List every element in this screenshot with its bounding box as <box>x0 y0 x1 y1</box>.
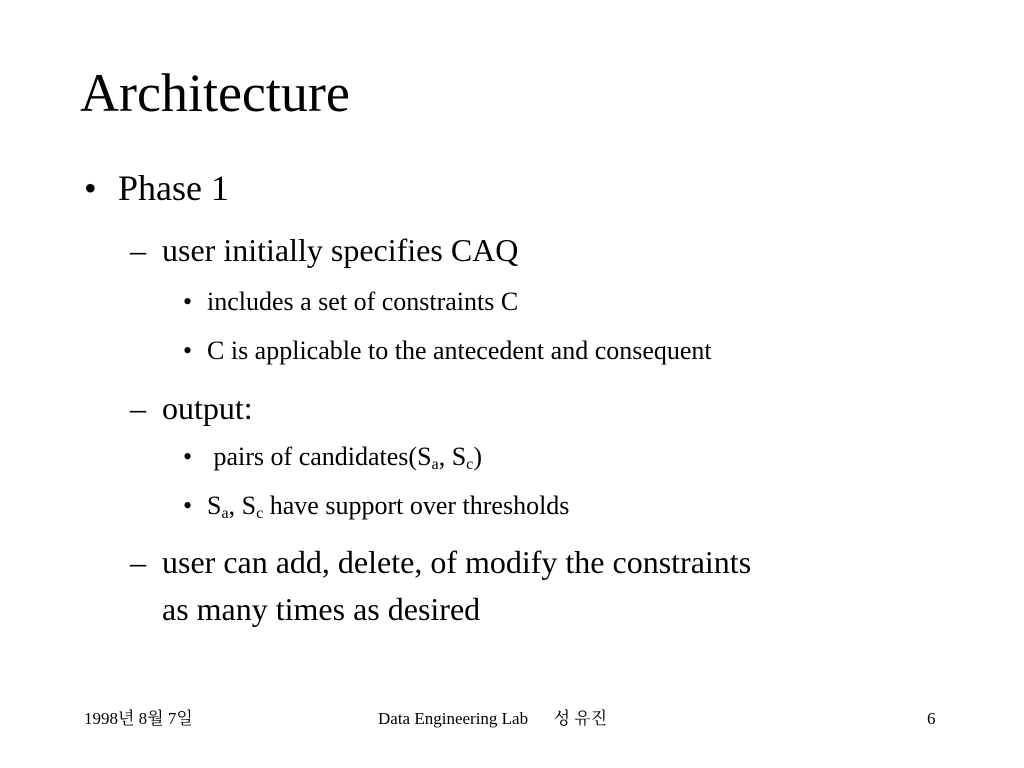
sub-sub-bullet-text: C is applicable to the antecedent and consequent <box>207 336 712 365</box>
sub-bullet-text-line1: user can add, delete, of modify the constraints <box>162 544 752 580</box>
slide-title: Architecture <box>80 63 350 123</box>
bullet-marker: • <box>183 336 193 365</box>
subscript-c: c <box>256 505 264 523</box>
text-part: pairs of candidates(S <box>207 442 432 471</box>
dash-marker: – <box>130 544 146 580</box>
footer-date: 1998년 8월 7일 <box>84 709 193 728</box>
bullet-marker: • <box>183 491 193 520</box>
sub-bullet-text-line2: as many times as desired <box>162 591 481 627</box>
text-part: S <box>207 491 222 520</box>
text-part: ) <box>473 442 482 471</box>
dash-marker: – <box>130 390 146 426</box>
footer-center: Data Engineering Lab 성 유진 <box>378 709 608 728</box>
text-part: , S <box>438 442 467 471</box>
bullet-marker: • <box>183 442 193 471</box>
subscript-a: a <box>431 456 439 474</box>
bullet-text: Phase 1 <box>118 168 229 208</box>
sub-bullet-text: output: <box>162 390 253 426</box>
sub-sub-bullet-text: includes a set of constraints C <box>207 287 519 316</box>
bullet-marker: • <box>183 287 193 316</box>
dash-marker: – <box>130 232 146 268</box>
sub-sub-bullet-text <box>207 441 482 473</box>
bullet-marker: • <box>84 168 97 208</box>
text-part: , S <box>228 491 257 520</box>
footer-page-number: 6 <box>927 709 936 728</box>
sub-sub-bullet-text <box>207 490 569 522</box>
subscript-a: a <box>221 505 229 523</box>
text-part: have support over thresholds <box>263 491 570 520</box>
subscript-c: c <box>466 456 474 474</box>
sub-bullet-text: user initially specifies CAQ <box>162 232 519 268</box>
